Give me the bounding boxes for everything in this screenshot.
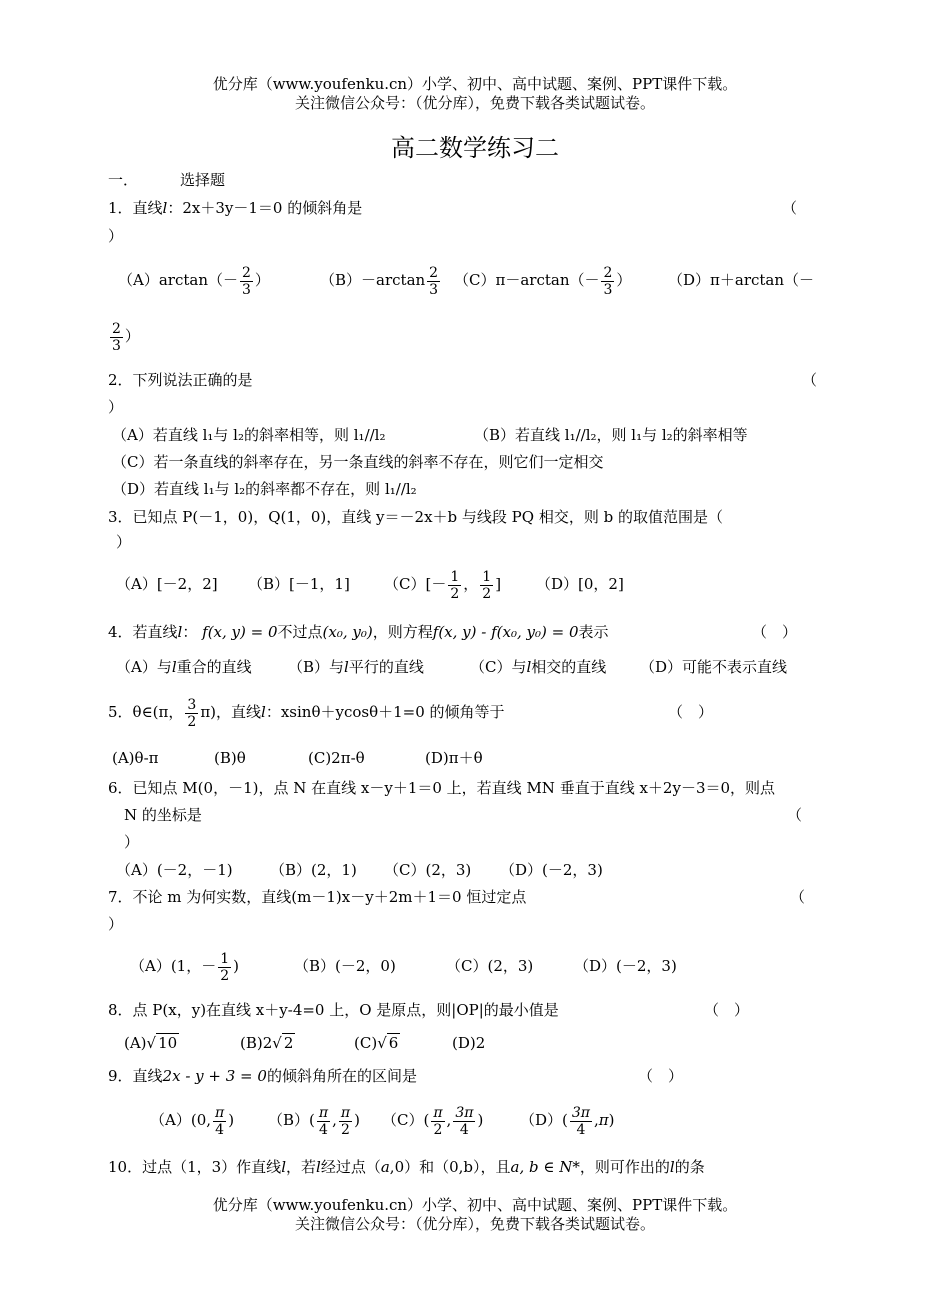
q1-option-d: （D）π＋arctan（－ bbox=[668, 271, 815, 289]
q4-option-d: （D）可能不表示直线 bbox=[640, 658, 788, 676]
q9-option-c: （C）( $\frac{\pi}{2}$ , $\frac{3\pi}{4}$ ) bbox=[382, 1104, 484, 1138]
q1-option-d-cont: $\frac{2}{3}$ ） bbox=[112, 320, 140, 354]
q8-option-d: (D)2 bbox=[452, 1034, 486, 1052]
header-line-2: 关注微信公众号：（优分库），免费下载各类试题试卷。 bbox=[294, 94, 655, 112]
q1-option-b: （B）－arctan $\frac{2}{3}$ bbox=[320, 264, 439, 298]
q6-stem-line-1: 6．已知点 M(0，－1)，点 N 在直线 x－y＋1＝0 上，若直线 MN 垂直于直线 x＋2y－3＝0，则点 bbox=[108, 779, 776, 797]
q7-option-a: （A）(1，－ $\frac{1}{2}$ ) bbox=[130, 950, 240, 984]
q4-option-b: （B）与l平行的直线 bbox=[288, 658, 424, 676]
q9-option-b: （B）( $\frac{\pi}{4}$ , $\frac{\pi}{2}$ ) bbox=[268, 1104, 360, 1138]
q6-paren-close: ） bbox=[124, 833, 140, 851]
section-label: 选择题 bbox=[180, 171, 226, 189]
q3-option-c: （C）[－ $\frac{1}{2}$ ， $\frac{1}{2}$ ] bbox=[384, 568, 502, 602]
q7-paren-close: ） bbox=[108, 915, 124, 933]
q6-stem-line-2: N 的坐标是 bbox=[124, 806, 202, 824]
q4-paren: （ ） bbox=[752, 623, 798, 641]
q3-stem: 3．已知点 P(－1，0)，Q(1，0)，直线 y＝－2x＋b 与线段 PQ 相交，则 b 的取值范围是（ bbox=[108, 508, 723, 526]
q8-stem: 8．点 P(x，y)在直线 x＋y-4=0 上，O 是原点，则|OP|的最小值是 bbox=[108, 1001, 559, 1019]
q5-option-c: (C)2π-θ bbox=[308, 749, 365, 767]
q7-option-c: （C）(2，3) bbox=[446, 957, 534, 975]
q6-option-a: （A）(－2，－1) bbox=[116, 861, 233, 879]
section-number: 一． bbox=[108, 171, 139, 189]
page-title: 高二数学练习二 bbox=[391, 134, 559, 162]
q1-option-a: （A）arctan（－ $\frac{2}{3}$ ） bbox=[118, 264, 270, 298]
q6-option-d: （D）(－2，3) bbox=[500, 861, 603, 879]
q5-option-d: (D)π＋θ bbox=[425, 749, 483, 767]
q1-stem: 1．直线l：2x＋3y－1＝0 的倾斜角是 bbox=[108, 199, 363, 217]
q1-paren-close: ） bbox=[108, 227, 124, 245]
q2-paren-close: ） bbox=[108, 398, 124, 416]
q4-stem: 4．若直线l： f(x, y) = 0不过点(x₀, y₀)，则方程f(x, y) - f(x₀, y₀) = 0表示 bbox=[108, 623, 609, 641]
q9-option-d: （D）( $\frac{3\pi}{4}$ ,π) bbox=[520, 1104, 615, 1138]
q7-paren-open: （ bbox=[790, 888, 806, 906]
q9-paren: （ ） bbox=[638, 1067, 684, 1085]
q7-option-b: （B）(－2，0) bbox=[294, 957, 396, 975]
q2-option-c: （C）若一条直线的斜率存在，另一条直线的斜率不存在，则它们一定相交 bbox=[112, 453, 604, 471]
q3-option-a: （A）[－2，2] bbox=[116, 575, 218, 593]
q3-option-b: （B）[－1，1] bbox=[248, 575, 350, 593]
q6-option-c: （C）(2，3) bbox=[384, 861, 472, 879]
q1-option-c: （C）π－arctan（－ $\frac{2}{3}$ ） bbox=[454, 264, 632, 298]
q3-paren-close: ） bbox=[116, 533, 132, 551]
q10-stem: 10．过点（1，3）作直线l，若l经过点（a,0）和（0,b），且a, b ∈ N*，则可作出的l的条 bbox=[108, 1158, 705, 1176]
q7-option-d: （D）(－2，3) bbox=[574, 957, 677, 975]
q2-paren-open: （ bbox=[802, 371, 818, 389]
q3-option-d: （D）[0，2] bbox=[536, 575, 624, 593]
q6-option-b: （B）(2，1) bbox=[270, 861, 357, 879]
q2-option-b: （B）若直线 l₁//l₂，则 l₁与 l₂的斜率相等 bbox=[474, 426, 748, 444]
q5-option-a: (A)θ-π bbox=[112, 749, 159, 767]
q8-option-c: (C)√ 6 bbox=[354, 1034, 399, 1052]
q2-option-a: （A）若直线 l₁与 l₂的斜率相等，则 l₁//l₂ bbox=[112, 426, 386, 444]
q5-paren: （ ） bbox=[668, 703, 714, 721]
q9-option-a: （A）(0, $\frac{\pi}{4}$ ) bbox=[150, 1104, 235, 1138]
q1-paren-open: （ bbox=[782, 199, 798, 217]
q6-paren-open: （ bbox=[787, 806, 803, 824]
q2-stem: 2．下列说法正确的是 bbox=[108, 371, 253, 389]
q8-paren: （ ） bbox=[704, 1001, 750, 1019]
q7-stem: 7．不论 m 为何实数，直线(m－1)x－y＋2m＋1＝0 恒过定点 bbox=[108, 888, 527, 906]
q8-option-a: (A)√ 10 bbox=[124, 1034, 178, 1052]
q8-option-b: (B)2√ 2 bbox=[240, 1034, 294, 1052]
footer-line-2: 关注微信公众号：（优分库），免费下载各类试题试卷。 bbox=[294, 1215, 655, 1233]
q5-option-b: (B)θ bbox=[214, 749, 246, 767]
q4-option-c: （C）与l相交的直线 bbox=[470, 658, 607, 676]
q4-option-a: （A）与l重合的直线 bbox=[116, 658, 252, 676]
footer-line-1: 优分库（www.youfenku.cn）小学、初中、高中试题、案例、PPT课件下载。 bbox=[212, 1196, 738, 1214]
q5-stem: 5．θ∈(π， $\frac{3}{2}$ π)，直线l：xsinθ＋ycosθ＋1=0 的倾角等于 bbox=[108, 696, 505, 730]
header-line-1: 优分库（www.youfenku.cn）小学、初中、高中试题、案例、PPT课件下载。 bbox=[212, 75, 738, 93]
q9-stem: 9．直线2x - y + 3 = 0的倾斜角所在的区间是 bbox=[108, 1067, 417, 1085]
q2-option-d: （D）若直线 l₁与 l₂的斜率都不存在，则 l₁//l₂ bbox=[112, 480, 417, 498]
